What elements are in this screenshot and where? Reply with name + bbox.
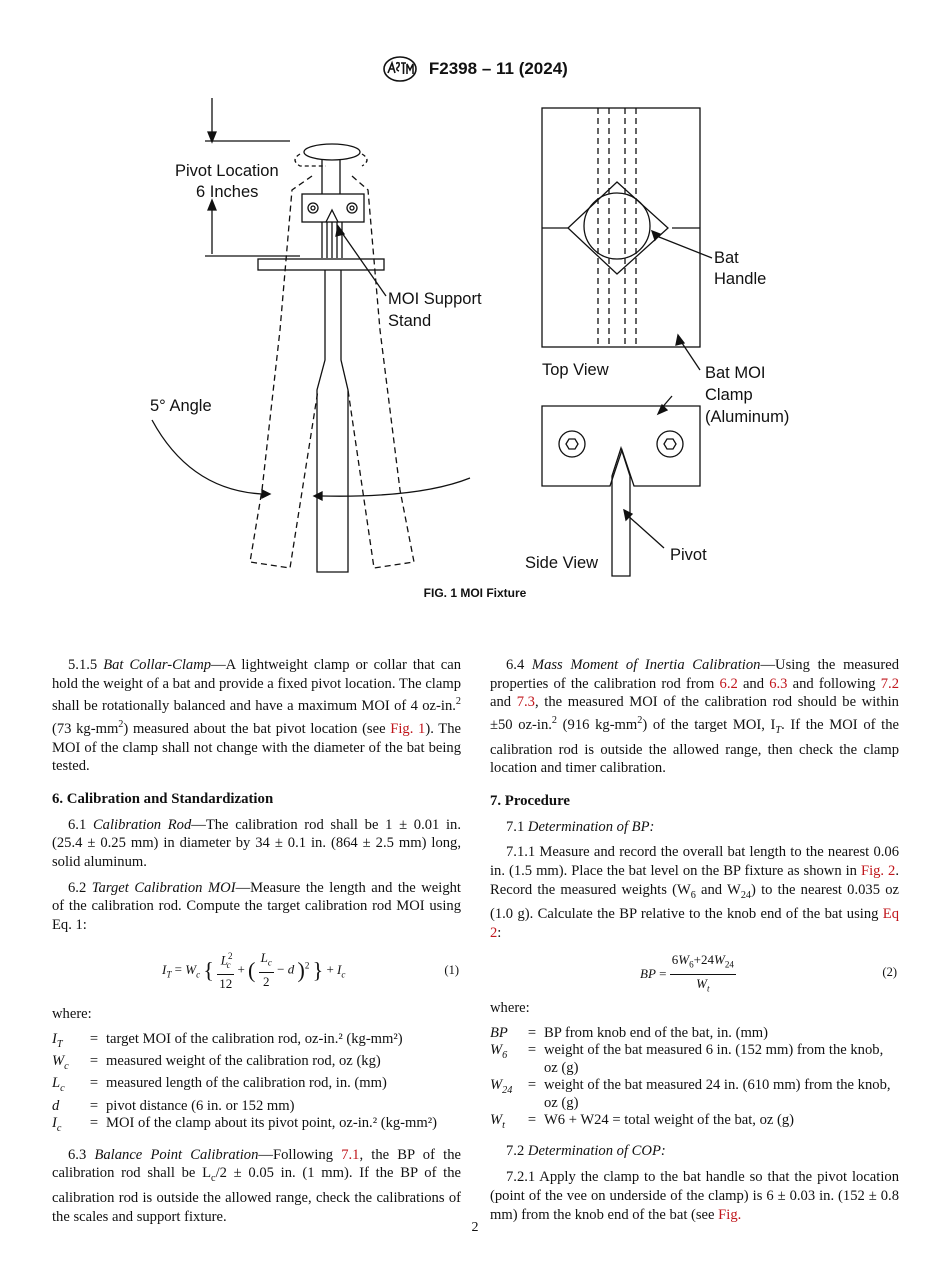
document-number: F2398 – 11 (2024) bbox=[428, 59, 568, 78]
left-column bbox=[52, 656, 461, 1233]
moi-fixture-figure bbox=[0, 0, 950, 600]
label-stand: Stand bbox=[388, 312, 432, 330]
label-side-view: Side View bbox=[525, 554, 599, 572]
equation-1: $I_T = W_c$ { $\frac{L^2_c}{12}$ + ( $\frac{L_c}{2}$ − d )$^2$ } + $I_c$ (1) bbox=[52, 943, 461, 1001]
definition-row: $I_T$ = target MOI of the calibration rod, oz-in.² (kg-mm²) bbox=[52, 1030, 403, 1050]
label-clamp: Clamp bbox=[705, 386, 753, 404]
section-6-heading: 6. Calibration and Standardization bbox=[52, 790, 274, 807]
equation-1-definitions bbox=[52, 1031, 461, 1138]
paragraph-6-2: 6.2 Target Calibration MOI—Measure the length and the weight of the calibration rod. Compute the target calibration rod MOI using Eq. 1: bbox=[52, 879, 461, 934]
right-column bbox=[490, 656, 899, 1231]
link-fig-2[interactable]: Fig. 2 bbox=[860, 863, 896, 880]
equation-1-number: (1) bbox=[444, 962, 459, 977]
definition-row: $I_c$ = MOI of the clamp about its pivot point, oz-in.² (kg-mm²) bbox=[52, 1115, 437, 1135]
paragraph-6-1: 6.1 Calibration Rod—The calibration rod shall be 1 ± 0.01 in. (25.4 ± 0.25 mm) in diameter by 34 ± 0.1 in. (864 ± 2.5 mm) long, solid aluminum. bbox=[52, 816, 461, 871]
paragraph-7-1: 7.1 Determination of BP: bbox=[506, 818, 655, 835]
definition-row: $L_c$ = measured length of the calibration rod, in. (mm) bbox=[52, 1075, 387, 1095]
where-label: where: bbox=[52, 1005, 92, 1022]
page-number: 2 bbox=[471, 1220, 479, 1235]
paragraph-7-2-1: 7.2.1 Apply the clamp to the bat handle so that the pivot location (point of the vee on underside of the clamp) is 6 ± 0.03 in. (152 ± 0.8 mm) from the knob end of the bat (see Fig. bbox=[490, 1169, 899, 1223]
link-6-3[interactable]: 6.3 bbox=[769, 675, 788, 692]
link-fig-1[interactable]: Fig. 1 bbox=[390, 720, 426, 737]
label-handle: Handle bbox=[714, 270, 767, 288]
figure-caption: FIG. 1 MOI Fixture bbox=[423, 586, 527, 600]
definition-row: BP = BP from knob end of the bat, in. (mm) bbox=[490, 1024, 769, 1041]
definition-row: $W_6$ = weight of the bat measured 6 in. (152 mm) from the knob, oz (g) bbox=[490, 1042, 884, 1076]
equation-2: BP = $\frac{6W_6+24W_{24}}{W_t}$ (2) bbox=[640, 951, 897, 994]
definition-row: $W_t$ = W6 + W24 = total weight of the bat, oz (g) bbox=[490, 1112, 795, 1131]
equation-2-number: (2) bbox=[882, 964, 897, 979]
label-bat: Bat bbox=[714, 249, 739, 267]
label-bat-moi: Bat MOI bbox=[705, 364, 766, 382]
link-eq-2[interactable]: Eq 2 bbox=[490, 906, 899, 942]
link-7-2[interactable]: 7.2 bbox=[880, 675, 899, 692]
link-6-2[interactable]: 6.2 bbox=[719, 675, 738, 692]
link-7-1[interactable]: 7.1 bbox=[341, 1146, 360, 1163]
paragraph-6-4: 6.4 Mass Moment of Inertia Calibration—Using the measured properties of the calibration rod from 6.2 and 6.3 and following 7.2 and 7.3, the measured MOI of the calibration rod should be within ±50 oz-in.$^2$ (916 $kg-mm^2$) of the target MOI, $I_T$. If the MOI of the calibration rod is outside the allowed range, then check the clamp location and timer calibration. bbox=[490, 657, 899, 777]
definition-row: $W_c$ = measured weight of the calibration rod, oz (kg) bbox=[52, 1052, 381, 1072]
section-7-heading: 7. Procedure bbox=[490, 792, 570, 809]
paragraph-7-2: 7.2 Determination of COP: bbox=[506, 1143, 666, 1160]
equation-2-definitions bbox=[490, 1025, 899, 1135]
label-moi-support: MOI Support bbox=[388, 290, 482, 308]
paragraph-7-1-1: 7.1.1 Measure and record the overall bat length to the nearest 0.06 in. (1.5 mm). Place the bat level on the BP fixture as shown in Fig. 2. Record the measured weights ($W_6$ and $W_{24}$) to the nearest 0.035 oz (1.0 g). Calculate the BP relative to the knob end of the bat using Eq 2: bbox=[490, 844, 900, 942]
label-six-inches: 6 Inches bbox=[196, 183, 259, 201]
label-pivot: Pivot bbox=[670, 546, 707, 564]
paragraph-6-3: 6.3 Balance Point Calibration—Following 7.1, the BP of the calibration rod shall be $L_c/2 \pm 0.05$ in. (1 mm). If the BP of the calibration rod is outside the allowed range, check the calibrations of the scales and support fixture. bbox=[52, 1146, 461, 1225]
definition-row: d = pivot distance (6 in. or 152 mm) bbox=[52, 1097, 295, 1114]
arrow-up-icon bbox=[208, 200, 216, 210]
label-angle: 5° Angle bbox=[150, 397, 212, 415]
link-7-3[interactable]: 7.3 bbox=[516, 694, 535, 711]
where-label: where: bbox=[490, 999, 530, 1016]
label-aluminum: (Aluminum) bbox=[705, 408, 790, 426]
definition-row: $W_{24}$ = weight of the bat measured 24 in. (610 mm) from the knob, oz (g) bbox=[490, 1077, 891, 1111]
label-top-view: Top View bbox=[542, 361, 609, 379]
link-fig-next[interactable]: Fig. bbox=[718, 1206, 742, 1223]
paragraph-5-1-5: 5.1.5 Bat Collar-Clamp—A lightweight clamp or collar that can hold the weight of a bat and provide a fixed pivot location. The clamp shall be rotationally balanced and have a maximum MOI of 4 oz-in.$^2$ (73 $kg-mm^2$) measured about the bat pivot location (see Fig. 1). The MOI of the clamp shall not change with the diameter of the bat being tested. bbox=[52, 657, 461, 775]
label-pivot-location: Pivot Location bbox=[175, 162, 279, 180]
